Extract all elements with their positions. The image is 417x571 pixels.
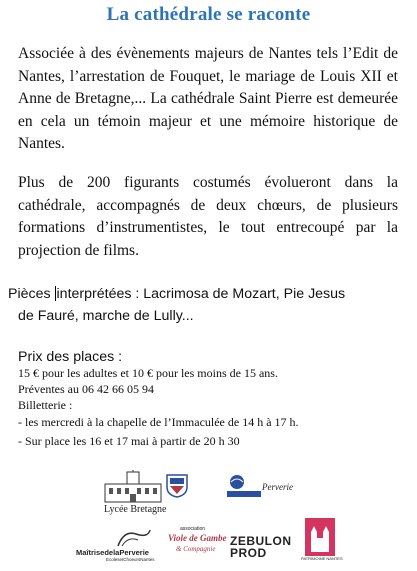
swirl-icon: [114, 528, 154, 548]
pieces-list-1: interprétées : Lacrimosa de Mozart, Pie Jesus: [56, 286, 346, 302]
zebulon-prod-label: PROD: [230, 546, 267, 560]
prix-preventes: Préventes au 06 42 66 05 94: [18, 382, 154, 396]
prix-heading: Prix des places :: [18, 349, 123, 365]
billetterie-line-1: - les mercredi à la chapelle de l’Immaculée de 14 h à 17 h.: [18, 415, 299, 429]
billetterie-line-2: - Sur place les 16 et 17 mai à partir de 20 h 30: [18, 434, 240, 448]
viole-label: Viole de Gambe: [168, 533, 227, 543]
patrimoine-label: PATRIMOINE NANTES: [301, 556, 343, 561]
page-title: La cathédrale se raconte: [106, 4, 311, 25]
cathedral-icon: [305, 518, 335, 556]
viole-assoc-label: association: [180, 526, 206, 532]
pieces-line-2: de Fauré, marche de Lully...: [18, 308, 194, 324]
viole-sublabel: & Compagnie: [176, 545, 216, 553]
building-icon: [103, 470, 163, 504]
perverie-label: Perverie: [262, 482, 293, 492]
viole-logo: [168, 526, 230, 566]
zebulon-label: ZEBULON: [230, 534, 292, 548]
globe-icon: [225, 474, 263, 500]
pieces-line-1: [8, 283, 413, 305]
pieces-label: Pièces: [8, 286, 55, 302]
lycee-bretagne-logo: [98, 470, 168, 520]
prix-prices: 15 € pour les adultes et 10 € pour les moins de 15 ans.: [18, 366, 278, 380]
billetterie-heading: Billetterie :: [18, 398, 73, 412]
shield-icon: [166, 474, 188, 498]
text-cursor: [55, 286, 56, 301]
maitrise-label: MaîtrisedelaPerverie: [76, 548, 149, 557]
zebulon-logo: [230, 534, 300, 564]
lycee-label: Lycée Bretagne: [104, 504, 167, 515]
partner-logo: [225, 474, 263, 500]
perverie-small-logo: [262, 482, 302, 498]
patrimoine-logo: [301, 518, 343, 564]
maitrise-sublabel: EcolesetChoeursNantes: [106, 557, 155, 562]
crest-logo: [166, 474, 190, 500]
paragraph-figurants: Plus de 200 figurants costumés évolueront dans la cathédrale, accompagnés de deux chœurs, de plusieurs formations d’instrumentistes, le tout entrecoupé par la projection de films.: [18, 174, 398, 259]
paragraph-history: Associée à des évènements majeurs de Nantes tels l’Edit de Nantes, l’arrestation de Fouquet, le mariage de Louis XII et Anne de Bretagne,... La cathédrale Saint Pierre est demeurée en cela un témoin majeur et une mémoire historique de Nantes.: [18, 45, 398, 152]
maitrise-logo: [76, 528, 162, 564]
